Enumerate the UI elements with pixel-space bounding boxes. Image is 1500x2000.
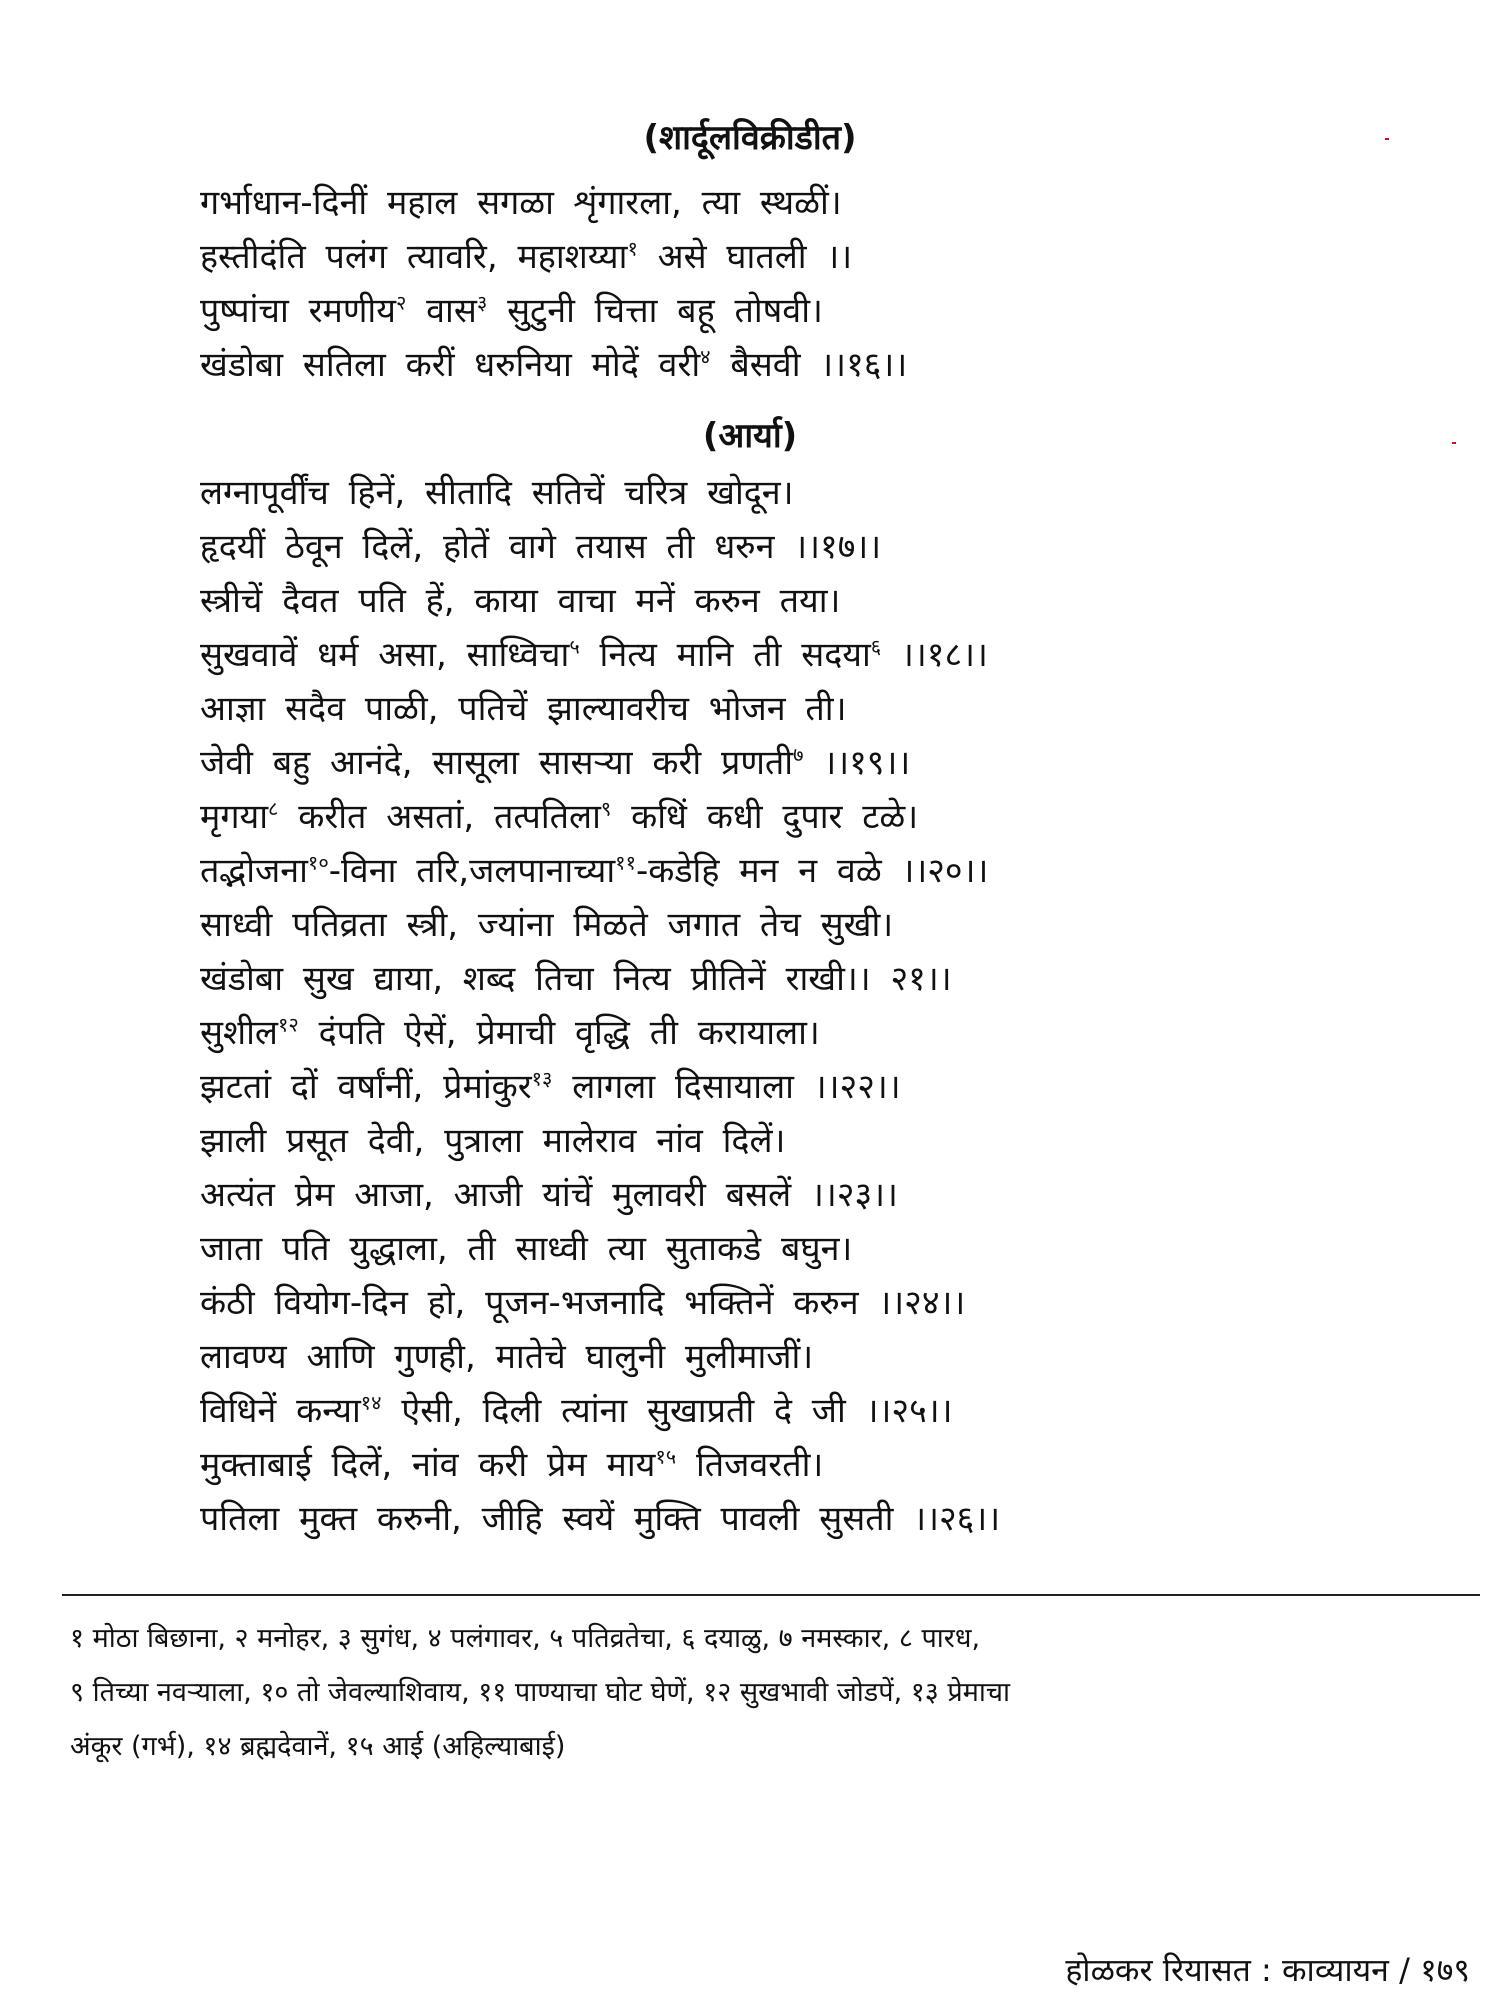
footnote-marker: ४ — [700, 344, 711, 369]
footnote-marker: २ — [395, 290, 407, 315]
verse-block-arya — [200, 466, 1400, 1546]
footnote-marker: ११ — [615, 850, 636, 875]
verse-line: खंडोबा सुख द्याया, शब्द तिचा नित्य प्रीतिनें राखी।। २१।। — [200, 959, 952, 999]
footnote-marker: १ — [627, 236, 638, 261]
stray-red-mark — [1385, 138, 1389, 140]
verse-line: अत्यंत प्रेम आजा, आजी यांचें मुलावरी बसलें ।।२३।। — [200, 1175, 898, 1215]
verse-line: जेवी बहु आनंदे, सासूला सासऱ्या करी प्रणती$^७$ ।।१९।। — [200, 742, 911, 783]
verse-line: लग्नापूर्वींच हिनें, सीतादि सतिचें चरित्र खोदून। — [200, 473, 794, 513]
footnote-marker: १३ — [531, 1066, 553, 1091]
footnote-marker: १४ — [360, 1390, 382, 1415]
footnote-marker: ९ — [600, 796, 612, 821]
verse-line: खंडोबा सतिला करीं धरुनिया मोदें वरी$^४$ बैसवी ।।१६।। — [200, 344, 908, 385]
verse-block-shardul — [200, 176, 1400, 392]
footnote-marker: ७ — [793, 742, 804, 767]
verse-line: तद्भोजना$^{१०}$-विना तरि,जलपानाच्या$^{११}$-कडेहि मन न वळे ।।२०।। — [200, 850, 989, 891]
verse-line: जाता पति युद्धाला, ती साध्वी त्या सुताकडे बघुन। — [200, 1229, 853, 1269]
verse-line: गर्भाधान-दिनीं महाल सगळा शृंगारला, त्या स्थळीं। — [200, 183, 842, 223]
verse-line: कंठी वियोग-दिन हो, पूजन-भजनादि भक्तिनें करुन ।।२४।। — [200, 1283, 966, 1323]
footnote-line: १ मोठा बिछाना, २ मनोहर, ३ सुगंध, ४ पलंगावर, ५ पतिव्रतेचा, ६ दयाळु, ७ नमस्कार, ८ पारध, — [70, 1623, 981, 1654]
verse-line: लावण्य आणि गुणही, मातेचे घालुनी मुलीमाजीं। — [200, 1337, 814, 1377]
footnote-marker: ६ — [870, 634, 882, 659]
verse-line: हृदयीं ठेवून दिलें, होतें वागे तयास ती धरुन ।।१७।। — [200, 527, 882, 567]
footnote-marker: १५ — [655, 1444, 677, 1469]
verse-line: हस्तीदंति पलंग त्यावरि, महाशय्या$^१$ असे घातली ।। — [200, 236, 853, 277]
verse-line: स्त्रीचें दैवत पति हें, काया वाचा मनें करुन तया। — [200, 581, 841, 621]
verse-line: पुष्पांचा रमणीय$^२$ वास$^३$ सुटुनी चित्ता बहू तोषवी। — [200, 290, 823, 331]
footnote-marker: ८ — [268, 796, 279, 821]
page-footer: होळकर रियासत : काव्यायन / १७९ — [1065, 1951, 1470, 1989]
verse-line: विधिनें कन्या$^{१४}$ ऐसी, दिली त्यांना सुखाप्रती दे जी ।।२५।। — [200, 1390, 953, 1431]
verse-line: सुशील$^{१२}$ दंपति ऐसें, प्रेमाची वृद्धि ती करायाला। — [200, 1012, 820, 1053]
footnote-line: ९ तिच्या नवऱ्याला, १० तो जेवल्याशिवाय, ११ पाण्याचा घोट घेणें, १२ सुखभावी जोडपें, १३ प्रेमाचा — [70, 1677, 1011, 1708]
footnotes — [70, 1612, 1482, 1774]
footnote-marker: ३ — [476, 290, 488, 315]
verse-line: सुखवावें धर्म असा, साध्विचा$^५$ नित्य मानि ती सदया$^६$ ।।१८।। — [200, 634, 988, 675]
stray-red-mark — [1452, 442, 1456, 444]
section-title-arya: (आर्या) — [702, 416, 798, 456]
verse-line: मृगया$^८$ करीत असतां, तत्पतिला$^९$ कधिं कधी दुपार टळे। — [200, 796, 919, 837]
footnote-divider — [62, 1594, 1480, 1596]
verse-line: झटतां दों वर्षांनीं, प्रेमांकुर$^{१३}$ लागला दिसायाला ।।२२।। — [200, 1066, 901, 1107]
footnote-marker: १० — [307, 850, 329, 875]
footnote-line: अंकूर (गर्भ), १४ ब्रह्मदेवानें, १५ आई (अहिल्याबाई) — [70, 1731, 566, 1762]
section-title-shardul: (शार्दूलविक्रीडीत) — [643, 118, 857, 158]
verse-line: झाली प्रसूत देवी, पुत्राला मालेराव नांव दिलें। — [200, 1121, 786, 1161]
verse-line: साध्वी पतिव्रता स्त्री, ज्यांना मिळते जगात तेच सुखी। — [200, 905, 894, 945]
footnote-marker: १२ — [277, 1012, 299, 1037]
verse-line: पतिला मुक्त करुनी, जीहि स्वयें मुक्ति पावली सुसती ।।२६।। — [200, 1499, 1001, 1539]
verse-line: आज्ञा सदैव पाळी, पतिचें झाल्यावरीच भोजन ती। — [200, 689, 847, 729]
footnote-marker: ५ — [569, 634, 580, 659]
verse-line: मुक्ताबाई दिलें, नांव करी प्रेम माय$^{१५}$ तिजवरती। — [200, 1444, 824, 1485]
